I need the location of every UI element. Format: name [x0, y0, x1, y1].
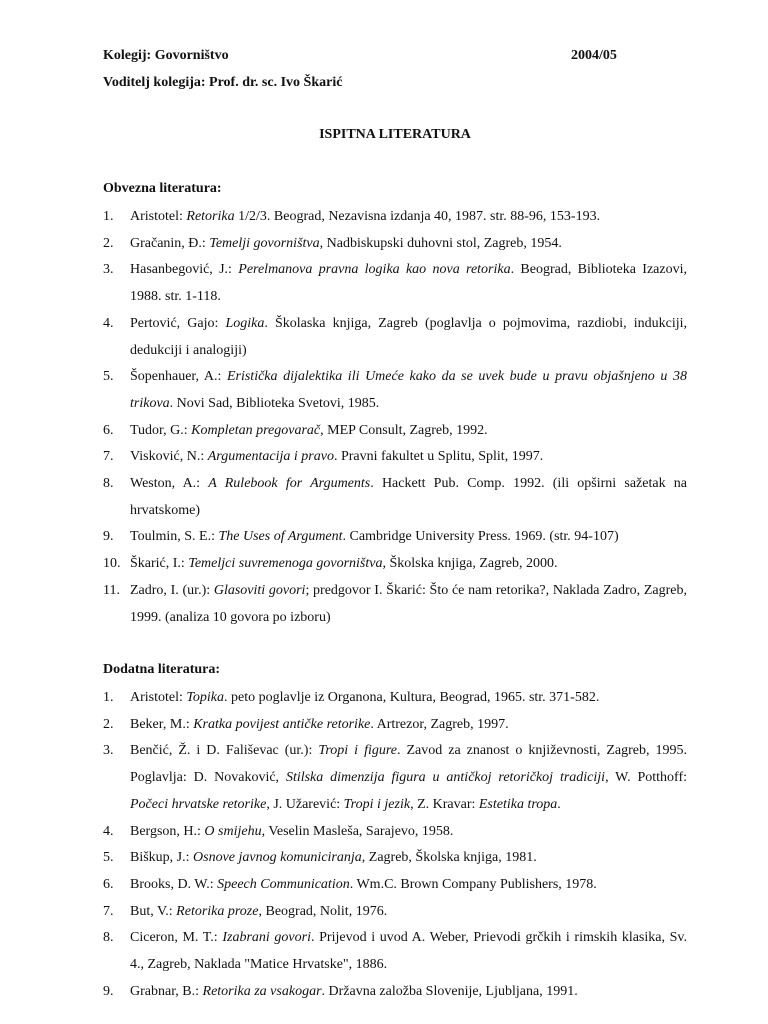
citation-text: 1/2/3. Beograd, Nezavisna izdanja 40, 1987. str. 88-96, 153-193.	[234, 209, 601, 224]
list-item-number: 2.	[103, 716, 114, 732]
book-title: Speech Communication	[217, 876, 350, 892]
additional-literature-list	[103, 685, 687, 1005]
list-item	[103, 872, 687, 899]
book-title: Temeljci suvremenoga govorništva	[188, 556, 383, 572]
list-item	[103, 204, 687, 231]
citation-text: , Zagreb, Školska knjiga, 1981.	[361, 850, 537, 866]
book-title: Počeci hrvatske retorike	[130, 796, 267, 812]
book-title: Retorika	[186, 209, 235, 224]
citation-text: Weston, A.:	[130, 476, 209, 492]
list-item-number: 8.	[103, 930, 114, 946]
book-title: Tropi i jezik	[343, 796, 411, 812]
list-item-number: 9.	[103, 529, 114, 545]
book-title: Retorika proze	[176, 903, 259, 919]
list-item-number: 1.	[103, 690, 114, 705]
citation-text: , Z. Kravar:	[410, 796, 479, 812]
citation-text: Visković, N.:	[130, 449, 208, 465]
citation-text: , Veselin Masleša, Sarajevo, 1958.	[261, 823, 454, 839]
citation-text: . Zavod za znanost o književnosti, Zagreb, 1995. Poglavlja: D. Novaković,	[130, 743, 687, 786]
course-label: Kolegij: Govorništvo	[103, 48, 229, 63]
list-item-number: 6.	[103, 876, 114, 892]
list-item	[103, 444, 687, 471]
citation-text: Škarić, I.:	[130, 556, 189, 572]
book-title: Estetika tropa	[478, 796, 558, 812]
citation-text: Bergson, H.:	[130, 823, 205, 839]
list-item-number: 3.	[103, 743, 114, 759]
citation-text: Beker, M.:	[130, 716, 194, 732]
citation-text: . Cambridge University Press. 1969. (str. 94-107)	[342, 529, 619, 545]
book-title: The Uses of Argument	[218, 529, 343, 545]
list-item	[103, 418, 687, 445]
citation-text: Tudor, G.:	[130, 422, 192, 438]
additional-literature-heading: Dodatna literatura:	[103, 662, 221, 677]
citation-text: Ciceron, M. T.:	[130, 930, 223, 946]
citation-text: , MEP Consult, Zagreb, 1992.	[320, 422, 488, 438]
citation-text: . Državna založba Slovenije, Ljubljana, 1991.	[321, 983, 578, 999]
citation-text: Brooks, D. W.:	[130, 876, 218, 892]
list-item-number: 4.	[103, 823, 114, 839]
required-literature-heading: Obvezna literatura:	[103, 181, 222, 196]
list-item-number: 7.	[103, 903, 114, 919]
list-item	[103, 979, 687, 1006]
book-title: Stilska dimenzija figura u antičkoj retoričkoj tradiciji	[285, 770, 606, 786]
required-literature-list	[103, 204, 687, 631]
page-title: ISPITNA LITERATURA	[319, 127, 471, 142]
citation-text: Aristotel:	[130, 690, 187, 705]
list-item	[103, 471, 687, 524]
list-item-number: 5.	[103, 850, 114, 866]
citation-text: . Wm.C. Brown Company Publishers, 1978.	[349, 876, 597, 892]
list-item	[103, 364, 687, 417]
citation-text: Šopenhauer, A.:	[130, 369, 227, 385]
list-item	[103, 257, 687, 310]
list-item	[103, 712, 687, 739]
book-title: Temelji govorništva	[209, 235, 320, 251]
citation-text: . Novi Sad, Biblioteka Svetovi, 1985.	[169, 395, 380, 411]
list-item-number: 9.	[103, 983, 114, 999]
list-item-number: 6.	[103, 422, 114, 438]
list-item	[103, 578, 687, 631]
list-item	[103, 738, 687, 818]
list-item	[103, 819, 687, 846]
citation-text: Aristotel:	[130, 209, 187, 224]
book-title: Glasoviti govori	[213, 582, 306, 598]
list-item	[103, 311, 687, 364]
citation-text: . Beograd, Biblioteka Izazovi, 1988. str. 1-118.	[130, 262, 687, 305]
book-title: Izabrani govori	[222, 930, 311, 946]
list-item-number: 11.	[103, 582, 120, 598]
list-item	[103, 551, 687, 578]
citation-text: . Artrezor, Zagreb, 1997.	[370, 716, 509, 732]
book-title: Osnove javnog komuniciranja	[193, 850, 362, 866]
citation-text: . Hackett Pub. Comp. 1992. (ili opširni sažetak na hrvatskome)	[130, 476, 687, 518]
list-item	[103, 845, 687, 872]
citation-text: , J. Užarević:	[266, 796, 344, 812]
list-item-number: 10.	[103, 556, 121, 572]
citation-text: Hasanbegović, J.:	[130, 262, 239, 278]
lecturer-label: Voditelj kolegija: Prof. dr. sc. Ivo Škarić	[103, 75, 343, 90]
list-item-number: 2.	[103, 235, 114, 251]
citation-text: Zadro, I. (ur.):	[130, 582, 214, 598]
citation-text: . Prijevod i uvod A. Weber, Prievodi grčkih i rimskih klasika, Sv. 4., Zagreb, Naklada "Matice Hrvatske", 1886.	[130, 930, 688, 973]
citation-text: But, V.:	[130, 903, 177, 919]
citation-text: Gračanin, Đ.:	[130, 235, 210, 251]
citation-text: Pertović, Gajo:	[130, 315, 226, 331]
book-title: Tropi i figure	[318, 743, 397, 759]
list-item-number: 8.	[103, 476, 114, 492]
book-title: Kratka povijest antičke retorike	[193, 716, 371, 732]
list-item-number: 4.	[103, 315, 114, 331]
citation-text: . Pravni fakultet u Splitu, Split, 1997.	[333, 449, 544, 465]
book-title: Topika	[186, 690, 224, 705]
citation-text: Benčić, Ž. i D. Fališevac (ur.):	[130, 743, 319, 759]
book-title: Perelmanova pravna logika kao nova retorika	[238, 262, 511, 278]
citation-text: Toulmin, S. E.:	[130, 529, 219, 545]
citation-text: Biškup, J.:	[130, 850, 194, 866]
book-title: O smijehu	[204, 823, 262, 839]
citation-text: . peto poglavlje iz Organona, Kultura, Beograd, 1965. str. 371-582.	[224, 690, 600, 705]
book-title: Logika	[225, 315, 265, 331]
academic-year: 2004/05	[571, 48, 617, 63]
citation-text: Grabnar, B.:	[130, 983, 203, 999]
citation-text: .	[557, 796, 561, 812]
list-item	[103, 685, 687, 712]
citation-text: , Beograd, Nolit, 1976.	[258, 903, 388, 919]
book-title: A Rulebook for Arguments	[208, 476, 371, 492]
list-item-number: 7.	[103, 449, 114, 465]
book-title: Argumentacija i pravo	[207, 449, 334, 465]
book-title: Eristička dijalektika ili Umeće kako da se uvek bude u pravu objašnjeno u 38 trikova	[130, 369, 687, 411]
citation-text: , Nadbiskupski duhovni stol, Zagreb, 1954.	[319, 235, 562, 251]
list-item	[103, 925, 687, 978]
citation-text: . Školaska knjiga, Zagreb (poglavlja o pojmovima, razdiobi, indukciji, dedukciji i analogiji)	[130, 315, 688, 358]
book-title: Retorika za vsakogar	[202, 983, 322, 999]
list-item	[103, 231, 687, 258]
list-item-number: 1.	[103, 209, 114, 224]
citation-text: ; predgovor I. Škarić: Što će nam retorika?, Naklada Zadro, Zagreb, 1999. (analiza 10 govora po izboru)	[130, 582, 687, 625]
list-item-number: 5.	[103, 369, 114, 385]
citation-text: , W. Potthoff:	[605, 770, 688, 786]
list-item	[103, 524, 687, 551]
book-title: Kompletan pregovarač	[191, 422, 321, 438]
citation-text: , Školska knjiga, Zagreb, 2000.	[382, 556, 558, 572]
list-item	[103, 899, 687, 926]
list-item-number: 3.	[103, 262, 114, 278]
